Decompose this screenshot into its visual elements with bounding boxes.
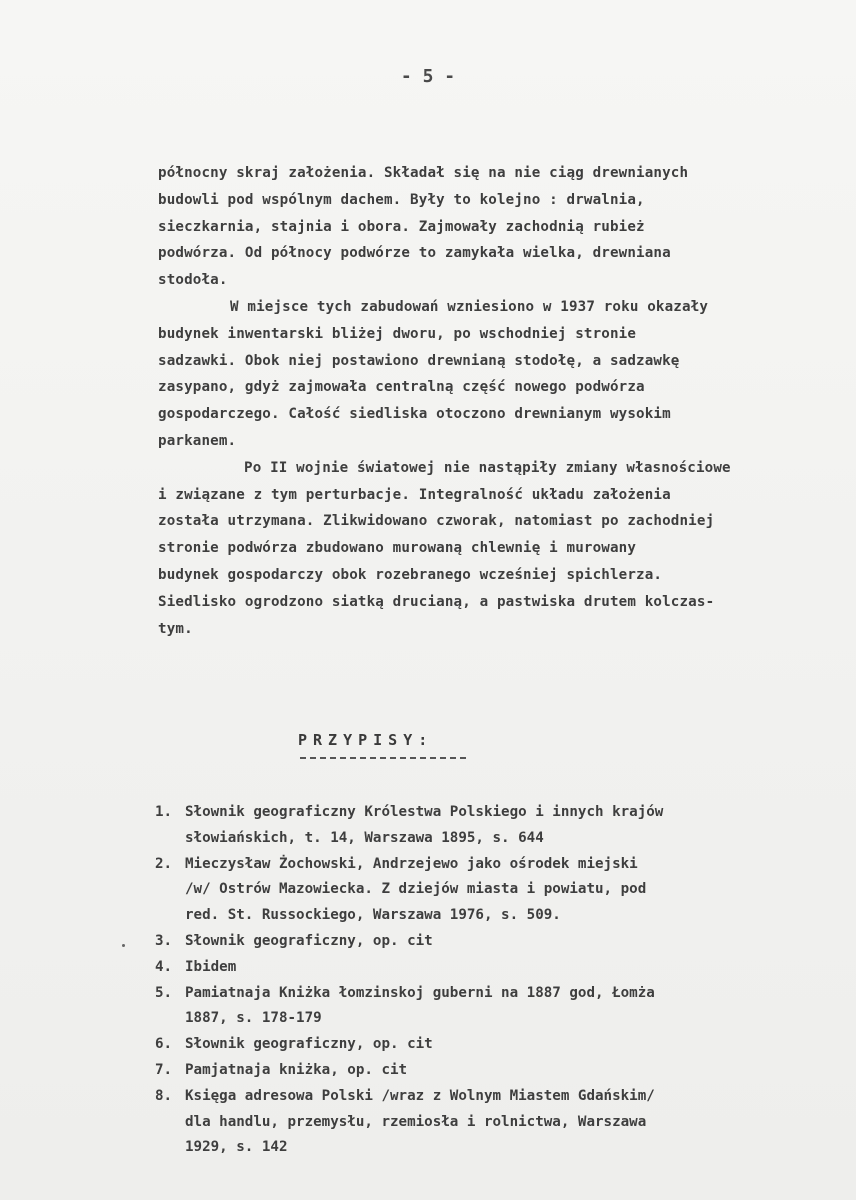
body-line: zasypano, gdyż zajmowała centralną część nowego podwórza [158, 379, 645, 396]
footnote-line: Słownik geograficzny Królestwa Polskiego i innych krajów [185, 804, 664, 820]
footnote-line: /w/ Ostrów Mazowiecka. Z dziejów miasta i powiatu, pod [185, 881, 647, 898]
body-line: i związane z tym perturbacje. Integralność układu założenia [158, 486, 671, 503]
body-line: Po II wojnie światowej nie nastąpiły zmiany własnościowe [244, 459, 731, 476]
margin-dot [122, 944, 125, 947]
body-line: stodoła. [158, 272, 228, 289]
footnotes-list [155, 800, 845, 1161]
body-line: podwórza. Od północy podwórze to zamykała wielka, drewniana [158, 245, 671, 262]
footnote-line: Pamjatnaja kniżka, op. cit [185, 1061, 408, 1078]
body-line: sieczkarnia, stajnia i obora. Zajmowały zachodnią rubież [158, 218, 645, 235]
body-text [158, 160, 838, 642]
footnote [155, 929, 845, 955]
footnote-line: dla handlu, przemysłu, rzemiosła i rolnictwa, Warszawa [185, 1113, 647, 1130]
body-line: Siedlisko ogrodzono siatką drucianą, a pastwiska drutem kolczas- [158, 593, 715, 610]
page-number: - 5 - [400, 66, 456, 87]
body-line: budowli pod wspólnym dachem. Były to kolejno : drwalnia, [158, 191, 645, 208]
notes-heading-underline [300, 755, 466, 759]
footnote [155, 800, 845, 852]
footnote [155, 1032, 845, 1058]
footnote-line: Słownik geograficzny, op. cit [185, 1036, 433, 1053]
body-line: gospodarczego. Całość siedliska otoczono drewnianym wysokim [158, 406, 671, 423]
body-line: budynek gospodarczy obok rozebranego wcześniej spichlerza. [158, 566, 663, 583]
body-line: została utrzymana. Zlikwidowano czworak, natomiast po zachodniej [158, 513, 715, 530]
body-line: sadzawki. Obok niej postawiono drewnianą stodołę, a sadzawkę [158, 352, 680, 369]
footnote [155, 955, 845, 981]
footnote-line: 1929, s. 142 [185, 1139, 288, 1156]
footnote [155, 1058, 845, 1084]
footnote-line: Księga adresowa Polski /wraz z Wolnym Miastem Gdańskim/ [185, 1087, 655, 1104]
notes-heading: PRZYPISY: [298, 731, 434, 749]
footnote-line: red. St. Russockiego, Warszawa 1976, s. 509. [185, 907, 561, 924]
footnote-number: 2. [155, 855, 173, 872]
body-line: parkanem. [158, 432, 237, 449]
footnote-number: 4. [155, 958, 173, 975]
body-line: północny skraj założenia. Składał się na nie ciąg drewnianych [158, 165, 689, 181]
footnote [155, 981, 845, 1033]
body-line: stronie podwórza zbudowano murowaną chlewnię i murowany [158, 540, 637, 557]
footnote-number: 7. [155, 1061, 173, 1078]
footnote [155, 852, 845, 929]
footnote-number: 1. [155, 804, 173, 820]
footnote-number: 5. [155, 984, 173, 1001]
footnote-number: 3. [155, 932, 173, 949]
footnote-line: Pamiatnaja Kniżka łomzinskoj guberni na 1887 god, Łomża [185, 984, 655, 1001]
body-line: budynek inwentarski bliżej dworu, po wschodniej stronie [158, 325, 637, 342]
body-line: tym. [158, 620, 193, 637]
footnote [155, 1084, 845, 1161]
body-line: W miejsce tych zabudowań wzniesiono w 1937 roku okazały [230, 298, 709, 315]
footnote-line: 1887, s. 178-179 [185, 1010, 322, 1027]
footnote-line: Mieczysław Żochowski, Andrzejewo jako ośrodek miejski [185, 855, 638, 872]
footnote-number: 8. [155, 1087, 173, 1104]
footnote-line: Słownik geograficzny, op. cit [185, 932, 433, 949]
footnote-line: słowiańskich, t. 14, Warszawa 1895, s. 644 [185, 829, 544, 846]
footnote-line: Ibidem [185, 958, 237, 975]
footnote-number: 6. [155, 1036, 173, 1053]
